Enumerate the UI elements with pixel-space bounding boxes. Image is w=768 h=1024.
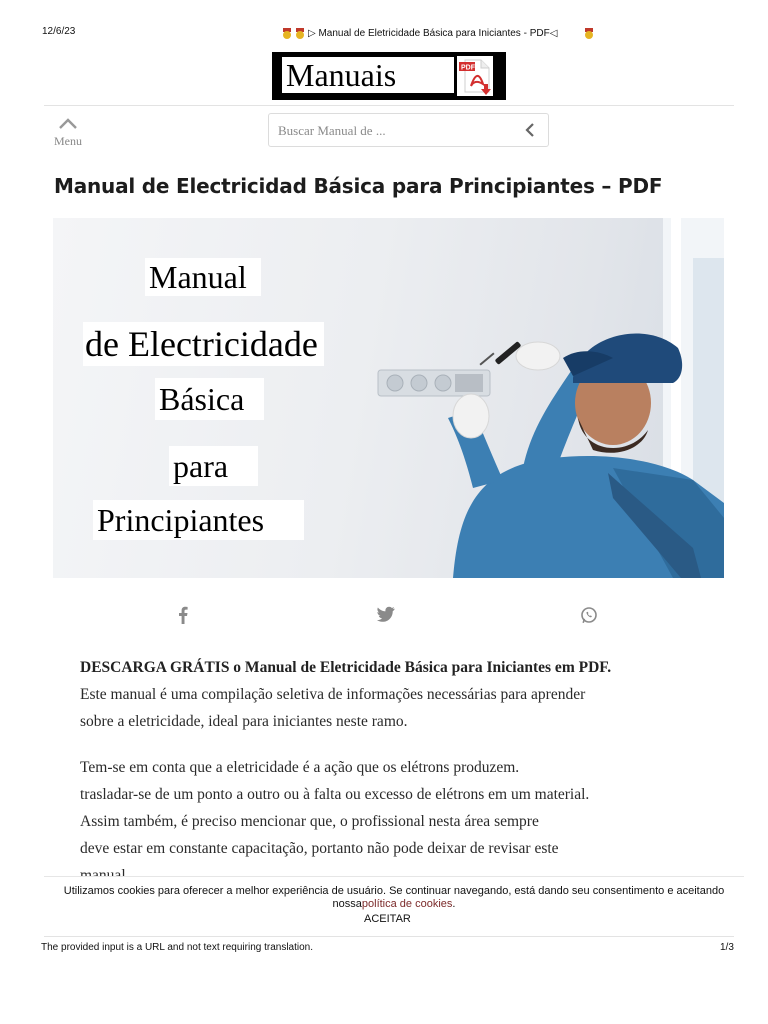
share-twitter-button[interactable] xyxy=(377,606,395,627)
cookie-message: Utilizamos cookies para oferecer a melhor experiência de usuário. Se continuar navegando, está dando seu consentimento e aceitando xyxy=(63,885,725,897)
cookie-banner xyxy=(44,876,744,937)
divider xyxy=(44,936,734,937)
hero-image xyxy=(53,218,724,578)
cookie-policy-link[interactable]: política de cookies xyxy=(361,898,453,910)
hero-text-5: Principiantes xyxy=(93,500,304,540)
facebook-icon xyxy=(176,606,190,624)
article-line: Tem-se em conta que a eletricidade é a ação que os elétrons produzem. xyxy=(80,759,520,776)
print-header xyxy=(0,24,768,44)
article-lead: DESCARGA GRÁTIS o Manual de Eletricidade Básica para Iniciantes em PDF. xyxy=(80,659,612,676)
cookie-accept-button[interactable]: ACEITAR xyxy=(364,913,411,925)
page-title: Manual de Electricidad Básica para Principiantes – PDF xyxy=(54,174,663,198)
search-submit-button[interactable] xyxy=(518,118,542,142)
chevron-left-icon xyxy=(518,118,542,142)
article-line: Este manual é uma compilação seletiva de informações necessárias para aprender xyxy=(80,686,586,703)
hero-text-3: Básica xyxy=(155,378,264,420)
share-facebook-button[interactable] xyxy=(176,606,190,629)
cookie-text: Utilizamos cookies para oferecer a melhor experiência de usuário. Se continuar navegando, está dando seu consentimento e aceitando nossapolítica de cookies. xyxy=(63,885,725,910)
print-footer-note: The provided input is a URL and not text requiring translation. xyxy=(41,942,314,953)
share-whatsapp-button[interactable] xyxy=(580,606,598,629)
menu-button[interactable] xyxy=(50,116,86,149)
site-logo[interactable] xyxy=(272,52,506,100)
chevron-up-icon xyxy=(58,116,78,130)
article-line: deve estar em constante capacitação, portanto não pode deixar de revisar este xyxy=(80,840,559,857)
pdf-label: PDF xyxy=(461,64,475,72)
menu-label: Menu xyxy=(54,134,82,148)
pdf-download-icon xyxy=(457,56,493,96)
hero-text-1: Manual xyxy=(145,258,261,296)
medal-icon xyxy=(584,28,594,39)
article-line: trasladar-se de um ponto a outro ou à falta ou excesso de elétrons em um material. xyxy=(80,786,590,803)
hero-text-4: para xyxy=(169,446,258,486)
medal-icon xyxy=(282,28,292,39)
whatsapp-icon xyxy=(580,606,598,624)
logo-text: Manuais xyxy=(282,57,454,93)
article-line: sobre a eletricidade, ideal para iniciantes neste ramo. xyxy=(80,713,408,730)
cookie-message-2: nossa xyxy=(332,898,362,910)
print-date: 12/6/23 xyxy=(42,26,76,37)
medal-icon xyxy=(295,28,305,39)
twitter-icon xyxy=(377,606,395,622)
divider xyxy=(44,105,734,106)
print-title xyxy=(282,28,557,39)
search-box xyxy=(268,113,549,147)
article-paragraph-1 xyxy=(80,654,680,735)
article-line: Assim também, é preciso mencionar que, o profissional nesta área sempre xyxy=(80,813,539,830)
print-page-number: 1/3 xyxy=(720,942,734,953)
print-title-text: ▷ Manual de Eletricidade Básica para Iniciantes - PDF◁ xyxy=(308,28,558,39)
article-paragraph-2 xyxy=(80,754,680,889)
search-input[interactable] xyxy=(276,120,510,142)
hero-text-2: de Electricidade xyxy=(83,322,324,366)
